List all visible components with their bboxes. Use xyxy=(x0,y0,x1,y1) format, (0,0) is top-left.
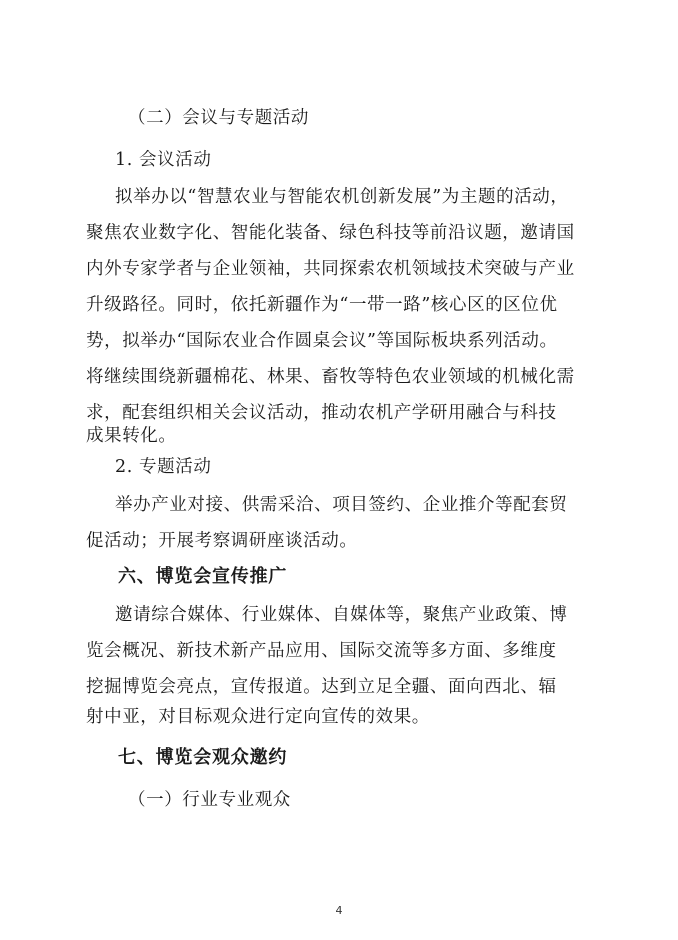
paragraph-line: 拟举办以“智慧农业与智能农机创新发展”为主题的活动， xyxy=(115,187,569,207)
paragraph-line: 成果转化。 xyxy=(86,426,177,446)
paragraph-line: 将继续围绕新疆棉花、林果、畜牧等特色农业领域的机械化需 xyxy=(86,367,575,387)
paragraph-line: 升级路径。同时，依托新疆作为“一带一路”核心区的区位优 xyxy=(86,295,558,315)
paragraph-line: 举办产业对接、供需采洽、项目签约、企业推介等配套贸 xyxy=(115,495,568,515)
paragraph-line: 览会概况、新技术新产品应用、国际交流等多方面、多维度 xyxy=(86,641,557,661)
item-title: 1. 会议活动 xyxy=(115,150,212,170)
paragraph-line: 势，拟举办“国际农业合作圆桌会议”等国际板块系列活动。 xyxy=(86,331,558,351)
paragraph-line: 射中亚，对目标观众进行定向宣传的效果。 xyxy=(86,707,430,727)
page-number: 4 xyxy=(335,904,343,917)
paragraph-line: 求，配套组织相关会议活动，推动农机产学研用融合与科技 xyxy=(86,403,557,423)
paragraph-line: 促活动；开展考察调研座谈活动。 xyxy=(86,531,358,551)
section-heading: 六、博览会宣传推广 xyxy=(118,566,288,587)
paragraph-line: 邀请综合媒体、行业媒体、自媒体等，聚焦产业政策、博 xyxy=(115,605,568,625)
paragraph-line: 聚焦农业数字化、智能化装备、绿色科技等前沿议题，邀请国 xyxy=(86,223,575,243)
section-heading: 七、博览会观众邀约 xyxy=(118,747,288,768)
paragraph-line: 挖掘博览会亮点，宣传报道。达到立足全疆、面向西北、辐 xyxy=(86,677,557,697)
paragraph-line: 内外专家学者与企业领袖，共同探索农机领域技术突破与产业 xyxy=(86,259,575,279)
item-title: 2. 专题活动 xyxy=(115,457,212,477)
subsection-title: （一）行业专业观众 xyxy=(128,790,291,810)
subsection-title: （二）会议与专题活动 xyxy=(128,108,309,128)
